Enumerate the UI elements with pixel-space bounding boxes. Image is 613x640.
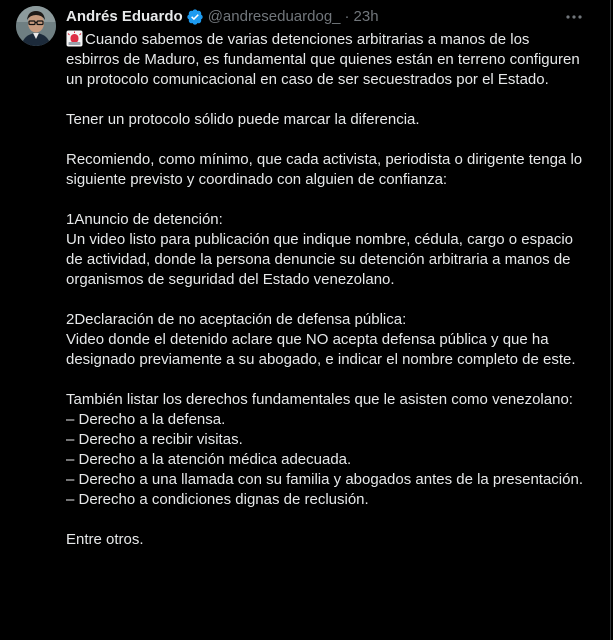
author-handle[interactable]: @andreseduardog_ <box>207 8 341 25</box>
tweet-paragraph: También listar los derechos fundamentales que le asisten como venezolano: – Derecho a la defensa. – Derecho a recibir visitas. – Derecho a la atención médica adecuada. – Derecho a una llamada con su familia y abogados antes de la presentación. – Derecho a condiciones dignas de reclusión. <box>66 391 583 508</box>
tweet-paragraph-text: Cuando sabemos de varias detenciones arbitrarias a manos de los esbirros de Maduro, es fundamental que quienes están en terreno configuren un protocolo comunicacional en caso de ser secuestrados por el Estado. <box>66 31 580 88</box>
tweet-header <box>66 7 379 27</box>
tweet-paragraph: Entre otros. <box>66 531 144 548</box>
tweet-timestamp[interactable]: 23h <box>353 8 379 25</box>
rotating-light-icon <box>66 30 83 47</box>
tweet-paragraph <box>66 30 586 90</box>
dot-separator: · <box>344 8 350 25</box>
verified-badge-icon[interactable] <box>186 8 204 26</box>
tweet-text <box>66 30 586 550</box>
more-options-button[interactable] <box>563 8 585 26</box>
avatar[interactable] <box>16 6 56 46</box>
tweet-paragraph: 2Declaración de no aceptación de defensa pública: Video donde el detenido aclare que NO acepta defensa pública y que ha designado previamente a su abogado, e indicar el nombre completo de este. <box>66 311 576 368</box>
more-horizontal-icon <box>566 15 582 19</box>
tweet-paragraph: Tener un protocolo sólido puede marcar la diferencia. <box>66 111 420 128</box>
verified-badge-glyph <box>186 8 204 26</box>
tweet-paragraph: Recomiendo, como mínimo, que cada activista, periodista o dirigente tenga lo siguiente previsto y coordinado con alguien de confianza: <box>66 151 583 188</box>
author-name[interactable]: Andrés Eduardo <box>66 8 183 25</box>
avatar-image <box>16 6 56 46</box>
tweet-paragraph: 1Anuncio de detención: Un video listo para publicación que indique nombre, cédula, cargo o espacio de actividad, donde la persona denuncie su detención arbitraria a manos de organismos de seguridad del Estado venezolano. <box>66 211 573 288</box>
siren-glyph <box>66 30 83 47</box>
